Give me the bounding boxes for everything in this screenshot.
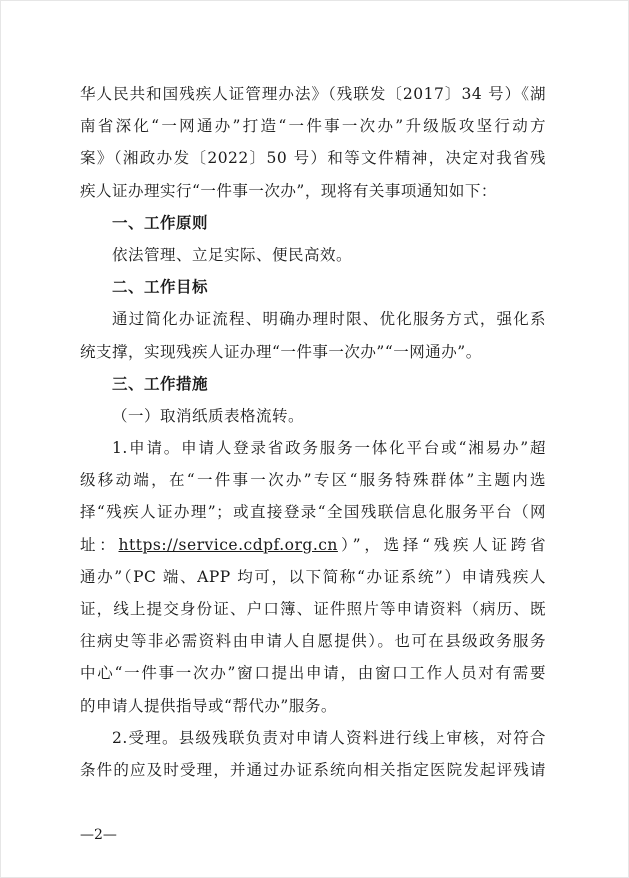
section-heading: 一、工作原则: [112, 213, 209, 232]
line-text: ）”，选择“残疾人证跨省: [337, 535, 546, 554]
document-body: [80, 82, 546, 790]
paragraph-line: 通过简化办证流程、明确办理时限、优化服务方式，强化系: [112, 310, 546, 329]
paragraph-line: 的申请人提供指导或“帮代办”服务。: [80, 696, 337, 715]
paragraph-line: [80, 533, 546, 565]
paragraph-line: 1.申请。申请人登录省政务服务一体化平台或“湘易办”超: [112, 439, 546, 458]
paragraph-line: 疾人证办理实行“一件事一次办”，现将有关事项通知如下：: [80, 181, 497, 200]
paragraph-line: 华人民共和国残疾人证管理办法》（残联发〔2017〕34 号）《湖: [80, 85, 546, 103]
paragraph-line: 统支撑，实现残疾人证办理“一件事一次办”“一网通办”。: [80, 342, 482, 361]
paragraph-line: 证，线上提交身份证、户口簿、证件照片等申请资料（病历、既: [80, 600, 546, 618]
paragraph-line: 南省深化“一网通办”打造“一件事一次办”升级版攻坚行动方: [80, 117, 546, 136]
paragraph-line: 通办”（PC 端、APP 均可，以下简称“办证系统”）申请残疾人: [80, 567, 546, 586]
page-number: —2—: [80, 827, 117, 843]
paragraph-line: 往病史等非必需资料由申请人自愿提供）。也可在县级政务服务: [80, 632, 546, 651]
section-heading: 二、工作目标: [112, 278, 209, 297]
website-link[interactable]: https://service.cdpf.org.cn: [118, 535, 338, 554]
line-text: 址：: [80, 535, 119, 554]
section-heading: 三、工作措施: [112, 374, 209, 393]
paragraph-line: 案》（湘政办发〔2022〕50 号）和等文件精神，决定对我省残: [80, 149, 546, 168]
subsection-heading: （一）取消纸质表格流转。: [112, 406, 305, 425]
paragraph-line: 中心“一件事一次办”窗口提出申请，由窗口工作人员对有需要: [80, 664, 546, 683]
paragraph-line: 2.受理。县级残联负责对申请人资料进行线上审核，对符合: [112, 728, 546, 747]
paragraph-line: 条件的应及时受理，并通过办证系统向相关指定医院发起评残请: [80, 760, 546, 779]
paragraph-line: 级移动端，在“一件事一次办”专区“服务特殊群体”主题内选: [80, 471, 546, 490]
paragraph-line: 依法管理、立足实际、便民高效。: [112, 245, 353, 264]
paragraph-line: 择“残疾人证办理”；或直接登录“全国残联信息化服务平台（网: [80, 503, 546, 522]
